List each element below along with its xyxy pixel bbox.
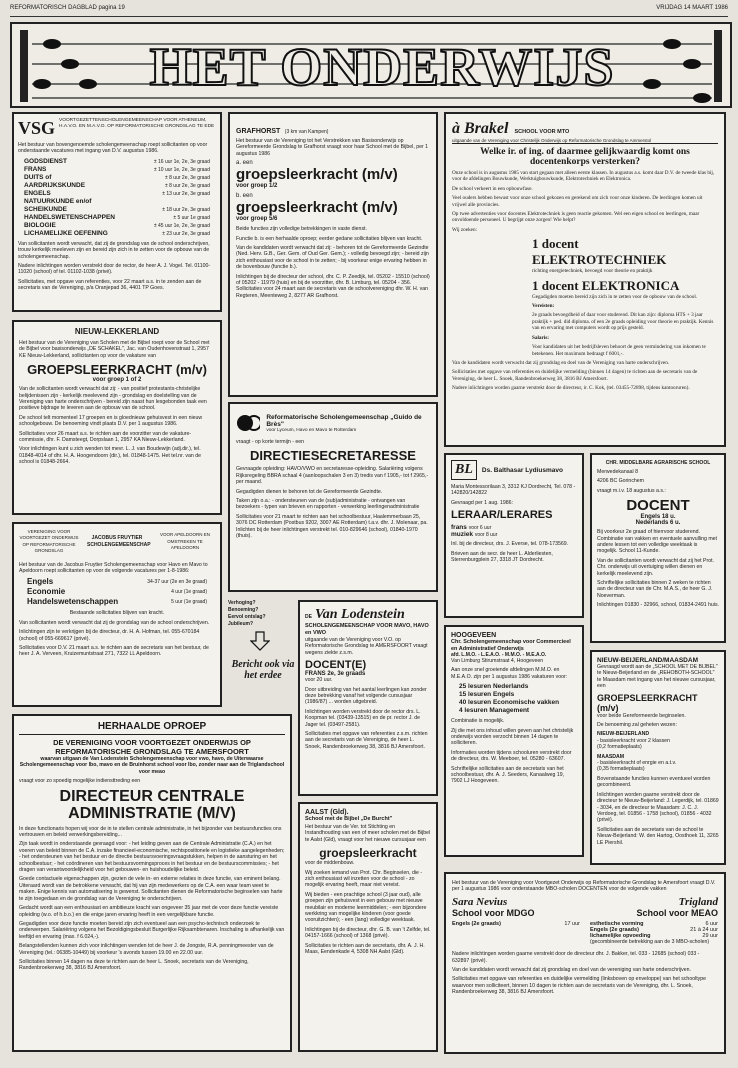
lekkerland-title: NIEUW-LEKKERLAND [74, 327, 160, 336]
aalst-p1: Wij zoeken iemand van Prot. Chr. Beginselen, die - zich enthousiast wil inzetten voor de school - zo mogelijk ervaring heeft, maar niet vereist. [305, 869, 423, 889]
list-item: SCHEIKUNDE ± 18 uur 2e, 3e graad [24, 205, 210, 213]
grafhorst-g2: voor groep 5/6 [236, 216, 278, 223]
hoogeveen-p2: Zij die met ons inhoud willen geven aan het christelijk onderwijs worden verzocht binnen 14 dagen te solliciteren. [451, 727, 574, 747]
lekkerland-p3: Sollicitaties voor 26 maart a.s. te richten aan de voorzitter van de vakature-commissie, dhr. F. Damsteegt, Dorpslaan 1, 2957 KA Nieuw-Lekkerland. [19, 430, 192, 444]
list-item: DUITS of ± 8 uur 2e, 3e graad [24, 173, 210, 181]
herhaalde-p2: Zijn taak wordt in onderstaande gevraagd voor: - het leiding geven aan de Centrale Administratie (C.A.) en het voeren van beleid binnen de C.A. inzake financieel-economische, rechtspositionele en logistieke aangelegenheden; - het ondersteunen van het bestuur en de directie bestuursvoeringsvraagstukken, helpen in de aansturing en het schoolbestuur; - het coördineren van het bestuursvormingsproces in het bestuur en de bestuurscommissies; - het dragen van verantwoordelijkheid voor het gebouwen- en huishoudelijke beleid. [19, 841, 285, 874]
herhaalde-p6: Belangstellenden kunnen zich voor inlichtingen wenden tot de heer J. de Jongste, R.A. penningmeester van de Vereniging (tel.: 06385-10449) bij voorkeur 's avonds tussen 19.00 en 22.00 uur. [19, 943, 274, 956]
hoogeveen-p4: Schriftelijke sollicitaties aan de secretaris van het schoolbestuur, dhr. A. J. Seeders, Kanaalweg 19, 7902 LJ Hoogeveen. [451, 765, 565, 785]
grafhorst-intro: Het bestuur van de Vereniging tot het Verstrekken van Basisonderwijs op Gereformeerde Grondslag te Grafhorst vraagt voor haar School met de Bijbel, per 1 augustus 1986 [236, 138, 429, 157]
beijerland-p3: Sollicitaties aan de secretaris van de school te Nieuw-Beijerland: W. den Hartog, Oosthoek 11, 3265 LE Piershil. [597, 826, 719, 846]
ad-nieuw-beijerland [590, 650, 726, 865]
herhaalde-job2: ADMINISTRATIE (M/V) [68, 804, 236, 822]
brakel-p7: 2e graads bevoegdheid of daar voor studerend. Dit kan zijn: diploma HTS + 3 jaar praktijk + ped. did diploma. of een 2e graads opleiding voor theorie en praktijk. Kennis van en ervaring met computers wordt op prijs gesteld. [532, 312, 714, 332]
herhaalde-p4: Gedacht wordt aan een enthousiast en ambitieuze kracht van ongeveer 35 jaar met de voor deze functie vereiste opleiding (w.o. of h.b.o.) en die enige jaren ervaring heeft in een vergelijkbare functie. [19, 905, 279, 918]
hoogeveen-p3: Informaties worden tijdens schooluren verstrekt door de directeur, drs. W. Meeboer, tel. 05280 - 63607. [451, 749, 572, 763]
grafhorst-place: (3 km van Kampen) [284, 129, 329, 135]
fruytier-right: VOOR APELDOORN EN OMSTREKEN TE APELDOORN [159, 532, 210, 551]
lydius-job: LERAAR/LERARES [451, 509, 553, 522]
aside-q2: Benoeming? [228, 607, 259, 613]
beijerland-job: GROEPSLEERKRACHT (m/v) [597, 692, 698, 713]
lydius-s1: frans [451, 524, 467, 532]
ad-fruytier-apeldoorn [12, 522, 222, 707]
herhaalde-title: HERHAALDE OPROEP [19, 721, 285, 735]
gorinchem-p1: Bij voorkeur 2e graad of hierrvoor studerend. Combinatie van vakken en eventuele aanvulling met andere lessen tot een volledige weektaak is mogelijk. School 11-Kunde. [597, 529, 717, 555]
list-item: ENGELS ± 13 uur 2e, 3e graad [24, 189, 210, 197]
lydius-lead: Gevraagd per 1 aug. 1986: [451, 499, 514, 506]
gorinchem-p2: Van de sollicitanten wordt verwacht dat zij het Prot. Chr. onderwijs uit overtuiging willen dienen en kerkelijk meelevend zijn. [597, 557, 714, 577]
mbo-p3: Sollicitaties met opgave van referenties en duidelijke vermelding (linksboven op enveloppe) van het schooltype waarvoor men solliciteert, binnen 10 dagen te richten aan de secretaris van de Vereniging, dhr. L. Snoek, Randenbroekerweg 38, 3816 BJ Amersfoort. [452, 976, 707, 996]
lydius-s2: muziek [451, 531, 474, 539]
lekkerland-intro: Het bestuur van de Vereniging van Scholen met de Bijbel roept voor de School met de Bijbel voor basisonderwijs „DE SCHAKEL", Jac. van Oudenhovenstraat 1, 2957 KE Nieuw-Lekkerland, sollicitanten op voor de vakature van [19, 340, 210, 359]
ad-aalst [298, 802, 438, 1052]
lydius-logo: BL [451, 460, 477, 480]
grafhorst-p1: Beide functies zijn volledige betrekkingen in vaste dienst. [236, 226, 367, 233]
lekkerland-p2: De school telt momenteel 17 groepen en is gloednieuw gehuisvest in een nieuw schoolgebouw. De benoeming vindt plaats D.V. per 1 augustus 1986. [19, 414, 203, 428]
list-item: Handelswetenschappen 5 uur (1e graad) [27, 597, 207, 607]
grafhorst-job2: groepsleerkracht (m/v) [236, 199, 398, 217]
list-item: Engels 34-37 uur (2e en 3e graad) [27, 577, 207, 587]
mbo-s2h1: 6 uur [705, 920, 718, 927]
mbo-s1name: Sara Nevius [452, 895, 508, 908]
fruytier-p1: Bestaande sollicitaties blijven van kracht. [69, 610, 165, 617]
guido-job: DIRECTIESECRETARESSE [250, 448, 416, 464]
gorinchem-addr1: Merwedekanaal 8 [597, 469, 638, 475]
arrow-down-icon [250, 631, 270, 651]
list-item: BIOLOGIE ± 45 uur 1e, 2e, 3e graad [24, 221, 210, 229]
lodenstein-sub: SCHOLENGEMEENSCHAP VOOR MAVO, HAVO en VWO [305, 623, 429, 636]
gorinchem-name: CHR. MIDDELBARE AGRARISCHE SCHOOL [605, 460, 711, 466]
brakel-job3: 1 docent ELEKTRONICA [532, 277, 680, 293]
herhaalde-p7: Sollicitaties binnen 14 dagen na deze te richten aan de heer L. Snoek, secretaris van de Vereniging, Randenbroekerweg 38, 3816 BJ Amersfoort. [19, 958, 249, 972]
lodenstein-p2: Inlichtingen worden verstrekt door de rector drs. L. Koopman tel. (03439-13515) en de pr. rector J. de Jager tel. (03497-2581). [305, 708, 421, 728]
list-item: GODSDIENST ± 16 uur 1e, 2e, 3e graad [24, 157, 210, 165]
brakel-p4: Op twee advertenties voor docentes Elektrotechniek is geen reactie gekomen. Wel een eigen school en leerlingen, maar onvoldoende personeel. U begrijpt onze zorgen! Wie helpt? [452, 211, 700, 224]
fruytier-p2: Van sollicitanten wordt verwacht dat zij de grondslag van de school onderschrijven. [19, 619, 210, 626]
brakel-q1: Welke ir. of ing. of daarmee gelijkwaardig komt ons [480, 147, 690, 157]
ad-herhaalde-oproep [12, 714, 292, 1052]
gorinchem-job: DOCENT [626, 497, 690, 515]
ad-hoogeveen [444, 625, 584, 857]
list-item: 25 lesuren Nederlands [459, 683, 529, 691]
aside-q3: Eervol ontslag? [228, 614, 266, 620]
beijerland-p1: Bovenstaande functies kunnen eventueel worden gecombineerd. [597, 775, 711, 789]
guido-p1: Gevraagde opleiding: HAVO/VWO en secretaresse-opleiding. Salariëring volgens Rijksregeling BBRA schaal 4 (aanloopschalen 3 en 3) tredis van f 1905,- tot f 2965,- per maand. [236, 466, 429, 486]
fruytier-left: VERENIGING VOOR VOORTGEZET ONDERWIJS OP REFORMATORISCHE GRONDSLAG [19, 529, 79, 554]
aside-erdee [228, 600, 298, 710]
ad-gorinchem [590, 453, 726, 643]
hoogeveen-org: Chr. Scholengemeenschap voor Commercieel en Administratief Onderwijs [451, 639, 571, 652]
guido-sub: voor Lyceum, Havo en Mavo te Rotterdam [266, 427, 357, 433]
brakel-job1: 1 docent [532, 236, 579, 252]
list-item: FRANS ± 10 uur 1e, 2e, 3e graad [24, 165, 210, 173]
vsg-org: VOORTGEZETTENSCHOLENGEMEENSCHAP VOOR ATHENEUM, H.A.V.O. EN M.A.V.O. OP REFORMATORISCHE GRONDSLAG TE EDE [59, 118, 215, 130]
brakel-req: Vereisten: [532, 303, 555, 310]
grafhorst-job1: groepsleerkracht (m/v) [236, 166, 398, 184]
lydius-name: Ds. Balthasar Lydiusmavo [481, 466, 563, 474]
banner-title: HET ONDERWIJS [149, 37, 615, 97]
brakel-sal: Salaris: [532, 334, 550, 341]
brakel-p2: De school verkeert in een opbouwfase. [452, 185, 533, 192]
beijerland-ma: MAASDAM [597, 753, 625, 760]
gorinchem-p4: Inlichtingen 01830 - 32966, school, 01834-2491 huis. [597, 602, 719, 609]
lodenstein-hours: voor 20 uur. [305, 677, 333, 684]
brakel-p10: Sollicitaties met opgave van referenties en duidelijke vermelding (binnen 14 dagen) te richten aan de secretaris van de Vereniging, de heer L. Snoek, Randenbroekerweg 38, 3816 BJ Amersfoort. [452, 369, 698, 382]
brakel-type: SCHOOL VOOR MTO [514, 129, 570, 135]
mbo-s2h3: 29 uur [702, 932, 718, 939]
brakel-sub: uitgaande van de Vereniging voor Christelijk Onderwijs op Reformatorische Grondslag te Ammerstol [452, 138, 718, 144]
mbo-s2v2: Engels (2e graads) [590, 926, 639, 933]
section-banner [10, 22, 732, 108]
beijerland-nb: NIEUW-BEIJERLAND [597, 731, 650, 738]
aside-q1: Verhoging? [228, 600, 256, 606]
aalst-p4: Sollicitaties te richten aan de secretaris, dhr. A. J. H. Maas, Eendenkade 4, 5308 NH Aalst (Gld). [305, 942, 425, 956]
mbo-p1: Nadere inlichtingen worden gaarne verstrekt door de directeur dhr. J. Bakker, tel. 033 - 12685 (school) 033 - 632897 (privé). [452, 951, 700, 964]
aalst-intro: Het bestuur van de Ver. tot Stichting en Instandhouding van een of meer scholen met de Bijbel te Aalst (Gld), vraagt voor het nieuwe cursusjaar een [305, 824, 431, 843]
grafhorst-a: a. een [236, 160, 253, 167]
ad-vsg-ede [12, 112, 222, 312]
brakel-p11: Nadere inlichtingen worden gaarne verstrekt door de directeur, ir. C. Kok, (tel. 03455-72898, tijdens kantooruren). [452, 385, 690, 392]
fruytier-p4: Sollicitaties voor D.V. 21 maart a.s. te richten aan de secretaris van het bestuur, de heer J. A. Verveen, Kruizemuntstraat 271, 7322 LL Apeldoorn. [19, 645, 209, 658]
grafhorst-g1: voor groep 1/2 [236, 183, 278, 190]
brakel-p3: Veel ouders hebben bewust voor onze school gekozen en gerekend om zich voor onze kinderen. De leerlingen komen uit vrijwel alle provincies. [452, 195, 703, 208]
lydius-addr: Maria Montessorilaan 3, 3312 KJ Dordrecht, Tel. 078 - 142820/142822 [451, 484, 576, 497]
mbo-s1v: Engels (2e graads) [452, 920, 501, 927]
ad-nieuw-lekkerland [12, 320, 222, 515]
list-item: LICHAMELIJKE OEFENING ± 23 uur 2e, 3e graad [24, 229, 210, 237]
herhaalde-p5: Gegadigden voor deze functie moeten bereid zijn zich eventueel aan een psycho-technisch onderzoek te onderwerpen. Salariëring volgens het Bezoldigingsbesluit Burgerlijke Rijksambtenaren. Inschaling is afhankelijk van leeftijd en ervaring (max. f 6.024,-). [19, 920, 285, 940]
lodenstein-name: Van Lodenstein [314, 607, 405, 622]
lodenstein-p1: Door uitbreiding van het aantal leerlingen kan zonder deze betrekking vanaf het volgende cursusjaar (1986/87) ... worden uitgebreid. [305, 686, 427, 706]
lodenstein-intro: uitgaande van de Vereniging voor V.O. op Reformatorische Grondslag te AMERSFOORT vraagt wegens ziekte z.s.m. [305, 637, 428, 656]
beijerland-ma1: - basisleerkracht of enrgie en a.t.v. [597, 760, 677, 767]
list-item: HANDELSWETENSCHAPPEN ± 5 uur 1e graad [24, 213, 210, 221]
ad-a-brakel [444, 112, 726, 447]
guido-p2: Gegadigden dienen te behoren tot de Gereformeerde Gezindte. [236, 488, 383, 495]
vsg-subjects [18, 158, 216, 238]
list-item: Economie 4 uur (1e graad) [27, 587, 207, 597]
school-logo-icon [236, 410, 260, 436]
fruytier-p3: Inlichtingen zijn te verkrijgen bij de directeur, dr. H. A. Hofman, tel. 055-670184 (school) of 055-669617 (privé). [19, 629, 200, 642]
vsg-p2: Nadere inlichtingen worden verstrekt door de rector, de heer A. J. Vogel. Tel. 01100-11020 (school) of tel. 01102-1038 (privé). [18, 263, 211, 276]
brakel-p6: Gegadigden moeten bereid zijn zich in te zetten voor de opbouw van de school. [532, 293, 698, 300]
guido-p3: Taken zijn o.a.: - ondersteunen van de (sub)administratie - ontvangen van bezoekers - typen van brieven en rapporten - verwerking leerlingenadministratie [236, 498, 420, 511]
gorinchem-lead: vraagt m.i.v. 18 augustus a.s.: [597, 487, 666, 494]
ad-van-lodenstein [298, 600, 438, 796]
lodenstein-sub2: FRANS 2e, 3e graads [305, 671, 366, 678]
gorinchem-p3: Schriftelijke sollicitaties binnen 2 weken te richten aan de directeur van de Chr. M.A.S., de heer G. J. Noeverman. [597, 580, 713, 599]
lekkerland-sub: voor groep 1 of 2 [92, 377, 142, 384]
ad-mbo-amersfoort [444, 872, 726, 1054]
aside-call: Bericht ook via het erdee [231, 659, 295, 681]
aalst-p3: Inlichtingen bij de directeur, dhr. G. B. van 't Zelfde, tel. 04157-1666 (school) of 1368 (privé). [305, 926, 431, 940]
brakel-p1: Onze school is in augustus 1985 van start gegaan met alleen eerste klassen. In augustus a.s. komt daar D.V. de tweede klas bij, voor de afdelingen Bouwkunde, Werktuigbouwkunde, Elektrotechniek en Elektronica. [452, 170, 715, 183]
grafhorst-b: b. een [236, 193, 253, 200]
gorinchem-addr2: 4206 BC Gorinchem [597, 478, 644, 485]
beijerland-p0: De benoeming zal geheten wezen: [597, 722, 677, 729]
list-item: 4 lesuren Management [459, 707, 530, 715]
guido-lead: vraagt - op korte termijn - een [236, 439, 305, 445]
aalst-title: AALST (Gld). [305, 809, 349, 816]
grafhorst-p3: Van de kandidaten wordt verwacht dat zij: - behoren tot de Gereformeerde Gezindte (Ned. Herv. G.B., Ger. Gem. of Oud Ger. Gem.); - volledig bevoegd zijn; - bereid zijn zich enthousiast voor de school in te zetten; - bij voorkeur enige ervaring hebben in de bovenbouw (functie b.). [236, 245, 429, 271]
beijerland-nb1: - basisleerkracht voor 2 klassen [597, 737, 670, 744]
aside-q4: Jubileum? [228, 621, 254, 627]
herhaalde-org: DE VERENIGING VOOR VOORTGEZET ONDERWIJS OP REFORMATORISCHE GRONDSLAG TE AMERSFOORT [53, 738, 251, 756]
aalst-sub: School met de Bijbel „De Burcht" [305, 816, 393, 822]
vsg-p3: Sollicitaties, met opgave van referenties, voor 22 maart a.s. in te zenden aan de secretaris van de Vereniging, p/a Oranjepad 36, 4401 TP Goes. [18, 278, 202, 292]
hoogeveen-title: HOOGEVEEN [451, 632, 497, 639]
herhaalde-lead: vraagt voor zo spoedig mogelijke indiensttreding een [19, 778, 141, 785]
herhaalde-p1: In deze functionaris hopen wij voor de in te stellen centrale administratie, in het bijzonder van bestuursfuncties ons vertrouwen en beleid verwerkingsbereiding... [19, 825, 282, 839]
lekkerland-job: GROEPSLEERKRACHT (m/v) [27, 362, 207, 378]
page-header-left: REFORMATORISCH DAGBLAD pagina 19 [10, 5, 125, 11]
page-header [10, 4, 728, 17]
brakel-q2: docentenkorps versterken? [529, 157, 641, 167]
brakel-p9: Van de kandidaten wordt verwacht dat zij grondslag en doel van de Vereniging van harte onderschrijven. [452, 359, 670, 366]
aalst-p2: Wij bieden - een prachtige school (3 jaar oud), alle groepen zijn gehuisvest in een gebouw met nieuwe meubilair en moderne leermiddelen; - een bijzondere werkkring van mogelijke kinderen (voor goede vooruitzichten); - een (lang) volledige weektaak. [305, 891, 427, 924]
beijerland-p2: Inlichtingen worden gaarne verstrekt door de directeur te Nieuw-Beijerland: J. Legerdijk, tel. 01869 - 3034, en de directeur te Maasdam: J. C. J. Verdoeg, tel. 01856 - 1758 (school), 01856 - 4032 (privé). [597, 791, 719, 824]
lodenstein-pre: DE [305, 614, 312, 620]
herhaalde-orgsub: waarvan uitgaan de Van Lodenstein Scholengemeenschap voor vwo, havo, de Uiterwaarse Scholengemeenschap voor lbo, mavo en de Bruinhorst school voor lbo, zonder naar aan de Triglandschool voor meao [19, 756, 285, 775]
ad-grafhorst [228, 112, 438, 397]
aalst-after: voor de middenbouw. [305, 860, 355, 867]
beijerland-title: NIEUW-BEIJERLAND/MAASDAM [597, 657, 698, 664]
fruytier-name: JACOBUS FRUYTIER SCHOLENGEMEENSCHAP [87, 535, 151, 548]
herhaalde-job1: DIRECTEUR CENTRALE [59, 787, 245, 805]
lydius-p1: Inl. bij de directeur, drs. J. Everse, tel. 078-173569. [451, 541, 569, 548]
gorinchem-s1: Engels 18 u. [640, 514, 676, 521]
mbo-s2h2: 21 à 24 uur [690, 926, 718, 933]
page-header-right: VRIJDAG 14 MAART 1986 [656, 5, 728, 11]
beijerland-sub: voor beide Gereformeerde beginselen. [597, 712, 686, 719]
aalst-job: groepsleerkracht [319, 846, 417, 861]
grafhorst-p2: Functie b. is een herhaalde oproep; eerder gedane sollicitaties blijven van kracht. [236, 235, 423, 242]
lydius-s2h: voor 8 uur [474, 532, 498, 539]
mbo-s1type: School voor MDGO [452, 907, 535, 918]
beijerland-nb2: (0,2 formatieplaats) [597, 744, 642, 751]
grafhorst-p4: Inlichtingen bij de directeur der school, dhr. C. P. Zeedijk, tel. 05202 - 15510 (school) of 05202 - 11979 (huis) en bij de voorzitter, dhr. B. Limburg, tel. 05204 - 356. Sollicitaties voor 24 maart aan de secretaris van de schoolvereniging dhr. W. H. van Regteren, Meenteweg 2, 8277 AR Grafhorst. [236, 273, 430, 299]
ad-guido-de-bres [228, 402, 438, 592]
brakel-name: à Brakel [452, 120, 509, 137]
fruytier-subjects [19, 577, 215, 607]
hoogeveen-p1: Combinatie is mogelijk. [451, 718, 505, 725]
herhaalde-p3: Goede contactuele eigenschappen zijn, gezien de vele in- en externe relaties in deze functie, van eminent belang. Uiteraard wordt van de betrokkene verwacht, dat hij van zijn medewerkers op de C.A. een waar team weet te maken. Enige kennis van automatisering is gewenst. Sollicitanten dienen de Reformatorische beginselen van harte te zijn toegedaan en de grondslag van de Vereniging te onderschrijven. [19, 876, 283, 902]
vsg-logo: VSG [18, 118, 56, 138]
list-item: 40 lesuren Economische vakken [459, 699, 560, 707]
brakel-p5: Wij zoeken: [452, 226, 477, 233]
gorinchem-s2: Nederlands 6 u. [635, 520, 681, 527]
mbo-intro: Het bestuur van de Vereniging voor Voortgezet Onderwijs op Reformatorische Grondslag te Amersfoort vraagt D.V. per 1 augustus 1986 voor onderstaande MBO-scholen DOCENTEN voor de volgende vakken [452, 880, 716, 893]
list-item: NATUURKUNDE en/of [24, 197, 92, 205]
vsg-intro: Het bestuur van bovengenoemde scholengemeenschap roept sollicitanten op voor onderstaande vacatures met ingang van D.V. augustus 1986. [18, 142, 208, 155]
brakel-job2: ELEKTROTECHNIEK [532, 252, 667, 268]
mbo-p2: Van de kandidaten wordt verwacht dat zij grondslag en doel van de vereniging van harte onderschrijven. [452, 967, 691, 974]
hoogeveen-sub: afd. L.M.O. - L.E.A.O. - M.M.O. - M.E.A.O. [451, 652, 547, 658]
mbo-s2p: (gecombineerde betrekking aan de 3 MBO-scholen) [590, 938, 710, 945]
hoogeveen-intro: Aan onze snel groeiende afdelingen M.M.O. en M.E.A.O. zijn per 1 augustus 1986 vakaturen voor: [451, 667, 568, 680]
mbo-s2type: School voor MEAO [636, 907, 718, 918]
lekkerland-p1: Van de sollicitanten wordt verwacht dat zij: - van positief protestants-christelijke belijdenissen zijn - kerkelijk meelevend zijn - grondslag en doelstelling van de Vereniging van harte onderschrijven - bereid zijn naast hun lesgebonden taak een positieve bijdrage te leveren aan de opbouw van de school. [19, 386, 207, 412]
lodenstein-job: DOCENT(E) [305, 659, 367, 672]
beijerland-ma2: (0,35 formatieplaats) [597, 766, 645, 773]
list-item: 15 lesuren Engels [459, 691, 515, 699]
lodenstein-p3: Sollicitaties met opgave van referenties z.s.m. richten aan de secretaris van de Vereniging, de heer L. Snoek, Randenbroekerweg 38, 3816 BJ Amersfoort. [305, 731, 428, 750]
mbo-s2name: Trigland [678, 895, 718, 908]
beijerland-intro: Gevraagd wordt aan de „SCHOOL MET DE BIJBEL" te Nieuw-Beijerland en de „REHOBOTH-SCHOOL" te Maasdam met ingang van het nieuwe cursusjaar, een [597, 664, 718, 690]
mbo-s1h: 17 uur [564, 920, 580, 927]
brakel-p8: Voor kandidaten uit het bedrijfsleven behoort de geen vermindering van inkomen te betekenen. Het maximum bedraagt f 6001,-. [532, 344, 706, 357]
lydius-p2: Brieven aan de secr. de heer L. Alderliesten, Sterrenburgplein 27, 3318 JT Dordrecht. [451, 550, 553, 564]
vsg-p1: Van sollicitanten wordt verwacht, dat zij de grondslag van de school onderschrijven, trouw kerkelijk meeleven zijn en bereid zijn zich in te zetten voor de opbouw van de scholengemeenschap. [18, 240, 210, 260]
lekkerland-p4: Voor inlichtingen kunt u zich wenden tot mevr. L. J. van Boudewijn (adj.dir.), tel. 01848-4014 of dhr. H. A. Hoogendoorn (dir.), tel. 01848-1475. Het tel.nr. van de school is 01848-2664. [19, 446, 201, 466]
guido-p4: Sollicitaties voor 21 maart te richten aan het schoolbestuur, Haalemmerbaan 25, 3076 DC Rotterdam (Postbus 9202, 3007 AE Rotterdam) t.a.v. dhr. J. Molenaar, pa. Inlichten bij de heer inlichtingen verstrekt tel. 010-829646 (school), 01840-1970 (thuis). [236, 513, 428, 540]
mbo-s2v1: esthetische vorming [590, 920, 644, 927]
hoogeveen-addr: Van Limburg Stirumstraat 4, Hoogeveen [451, 658, 544, 664]
fruytier-intro: Het bestuur van de Jacobus Fruytier Scholengemeenschap voor Havo en Mavo to Apeldoorn roept sollicitanten op voor de volgende vacatures per 1-8-1986: [19, 561, 208, 575]
guido-org: Reformatorische Scholengemeenschap „Guido de Brès" [266, 413, 422, 428]
grafhorst-title: GRAFHORST [236, 128, 281, 135]
brakel-j2sub: richting energietechniek, bevoegd voor theorie en praktijk [532, 268, 653, 275]
lydius-s1h: voor 6 uur [468, 525, 492, 532]
list-item: AARDRIJKSKUNDE ± 8 uur 2e, 3e graad [24, 181, 210, 189]
ad-lydiusmavo [444, 453, 584, 618]
mbo-s2v3: lichamelijke opvoeding [590, 932, 651, 939]
